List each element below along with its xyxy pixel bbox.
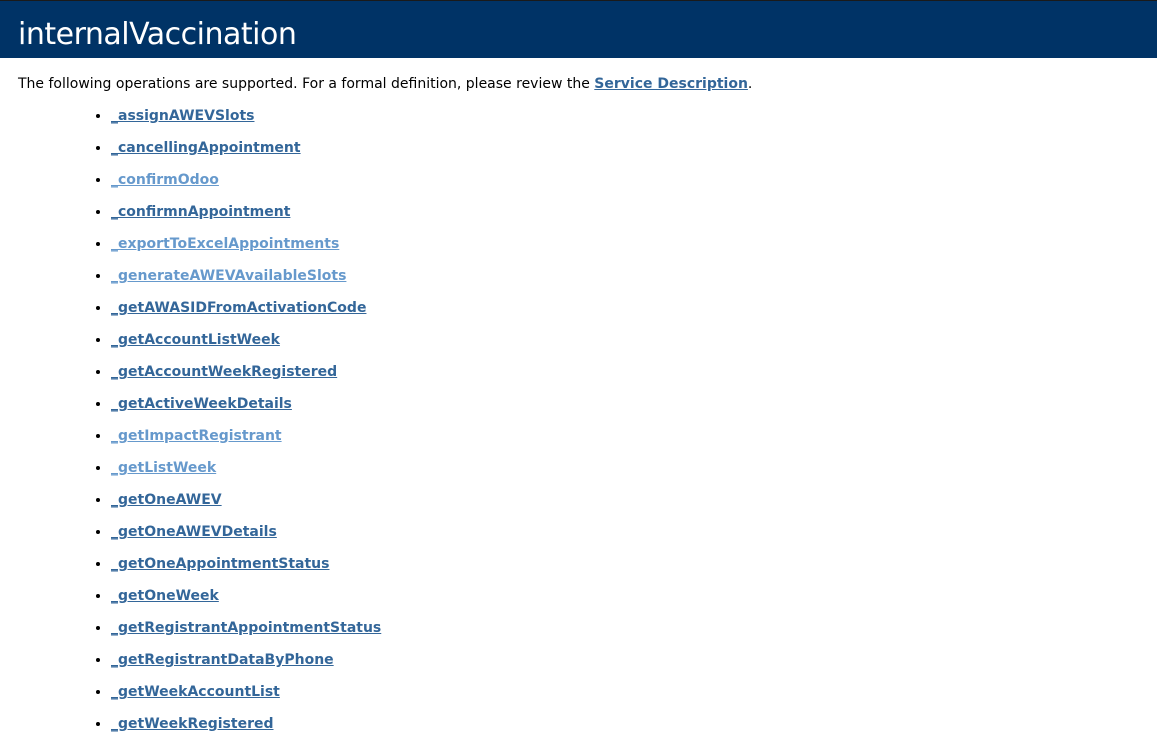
list-item — [111, 234, 1157, 254]
list-item — [111, 458, 1157, 478]
operations-list — [0, 106, 1157, 734]
list-item — [111, 522, 1157, 542]
operation-link[interactable]: _getAWASIDFromActivationCode — [111, 300, 367, 316]
list-item — [111, 330, 1157, 350]
operation-link[interactable]: _getWeekAccountList — [111, 684, 280, 700]
intro-text-before: The following operations are supported. For a formal definition, please review the — [18, 76, 595, 92]
list-item — [111, 554, 1157, 574]
list-item — [111, 682, 1157, 702]
operation-link[interactable]: _cancellingAppointment — [111, 140, 301, 156]
list-item — [111, 586, 1157, 606]
list-item — [111, 714, 1157, 734]
operation-link[interactable]: _getOneAWEV — [111, 492, 222, 508]
list-item — [111, 394, 1157, 414]
intro-text — [0, 58, 1157, 94]
operation-link[interactable]: _getAccountWeekRegistered — [111, 364, 338, 380]
operation-link[interactable]: _getWeekRegistered — [111, 716, 274, 732]
operation-link[interactable]: _getOneAppointmentStatus — [111, 556, 330, 572]
operation-link[interactable]: _assignAWEVSlots — [111, 108, 255, 124]
operation-link[interactable]: _getActiveWeekDetails — [111, 396, 292, 412]
service-description-link[interactable]: Service Description — [594, 76, 748, 92]
intro-text-after: . — [747, 76, 753, 92]
page-title: internalVaccination — [18, 17, 297, 52]
list-item — [111, 362, 1157, 382]
list-item — [111, 618, 1157, 638]
list-item — [111, 490, 1157, 510]
operation-link[interactable]: _exportToExcelAppointments — [111, 236, 340, 252]
operation-link[interactable]: _generateAWEVAvailableSlots — [111, 268, 347, 284]
operation-link[interactable]: _getListWeek — [111, 460, 217, 476]
list-item — [111, 298, 1157, 318]
page-header — [0, 1, 1157, 58]
list-item — [111, 266, 1157, 286]
operation-link[interactable]: _confirmnAppointment — [111, 204, 291, 220]
list-item — [111, 106, 1157, 126]
list-item — [111, 202, 1157, 222]
operation-link[interactable]: _getImpactRegistrant — [111, 428, 282, 444]
operation-link[interactable]: _getOneAWEVDetails — [111, 524, 277, 540]
list-item — [111, 426, 1157, 446]
list-item — [111, 170, 1157, 190]
operation-link[interactable]: _getOneWeek — [111, 588, 219, 604]
operation-link[interactable]: _getRegistrantAppointmentStatus — [111, 620, 382, 636]
operation-link[interactable]: _getAccountListWeek — [111, 332, 280, 348]
operation-link[interactable]: _getRegistrantDataByPhone — [111, 652, 334, 668]
list-item — [111, 650, 1157, 670]
operation-link[interactable]: _confirmOdoo — [111, 172, 219, 188]
list-item — [111, 138, 1157, 158]
